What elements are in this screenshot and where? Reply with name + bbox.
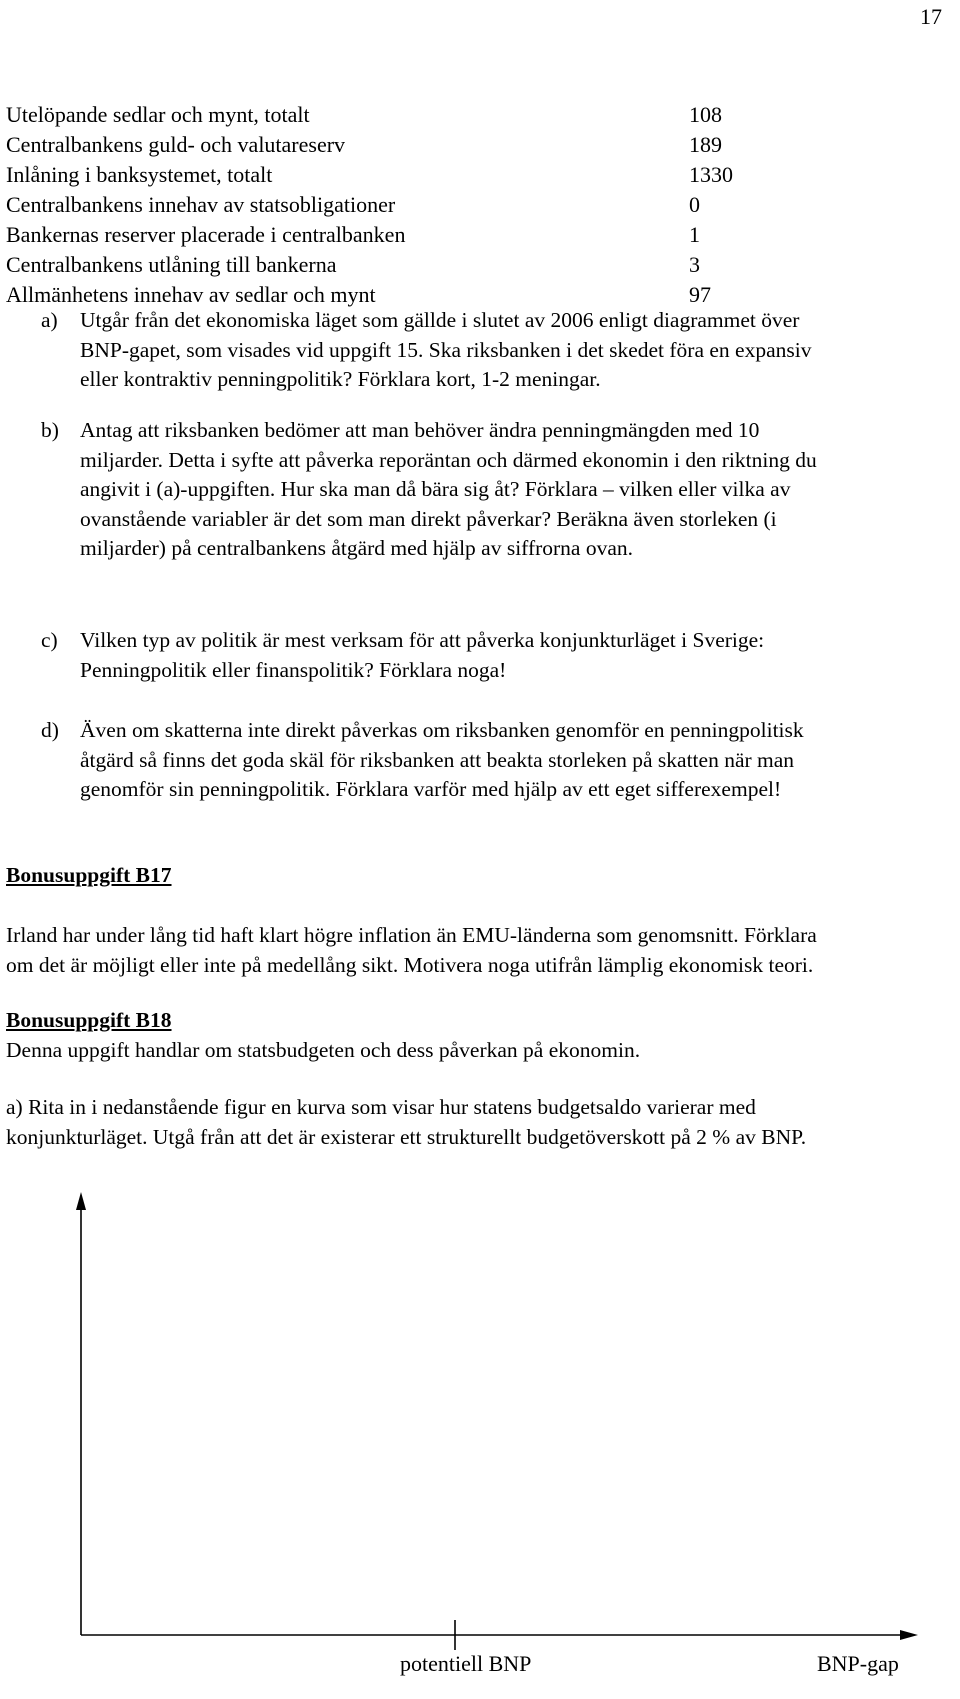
x-axis-label: BNP-gap [817, 1651, 899, 1676]
question-line: åtgärd så finns det goda skäl för riksbanken att beakta storleken på skatten när man [80, 747, 795, 772]
question-letter: a) [41, 308, 58, 332]
page-number: 17 [920, 4, 942, 29]
bonus-b17-line: Irland har under lång tid haft klart högre inflation än EMU-länderna som genomsnitt. Förklara [6, 923, 817, 947]
table-row [6, 100, 746, 130]
table-row [6, 250, 746, 280]
table-row-value: 108 [689, 102, 722, 127]
question-line: angivit i (a)-uppgiften. Hur ska man då bära sig åt? Förklara – vilken eller vilka av [80, 477, 791, 501]
question-b [6, 416, 906, 566]
potential-gdp-label: potentiell BNP [400, 1651, 532, 1676]
bonus-b18-task [6, 1092, 951, 1152]
question-text [80, 716, 910, 805]
table-row-label: Centralbankens utlåning till bankerna [6, 252, 337, 277]
table-row-value: 0 [689, 192, 700, 217]
bonus-b17-heading: Bonusuppgift B17 [6, 863, 172, 887]
question-line: miljarder. Detta i syfte att påverka reporäntan och därmed ekonomin i den riktning du [80, 447, 817, 472]
question-line: Vilken typ av politik är mest verksam för att påverka konjunkturläget i Sverige: [80, 628, 765, 652]
y-axis-arrowhead [76, 1192, 86, 1210]
table-row-label: Centralbankens guld- och valutareserv [6, 132, 346, 157]
bonus-b18-task-line: a) Rita in i nedanstående figur en kurva som visar hur statens budgetsaldo varierar med [6, 1095, 756, 1119]
question-line: Antag att riksbanken bedömer att man behöver ändra penningmängden med 10 [80, 418, 760, 442]
y-axis [76, 1192, 86, 1635]
bonus-b18-intro: Denna uppgift handlar om statsbudgeten och dess påverkan på ekonomin. [6, 1038, 641, 1062]
question-line: Även om skatterna inte direkt påverkas om riksbanken genomför en penningpolitisk [80, 718, 804, 742]
question-letter: c) [41, 628, 58, 652]
table-row-label: Centralbankens innehav av statsobligationer [6, 192, 396, 217]
bonus-b17-line: om det är möjligt eller inte på medellång sikt. Motivera noga utifrån lämplig ekonomisk teori. [6, 953, 814, 977]
table-row-value: 3 [689, 252, 700, 277]
bonus-b18-heading: Bonusuppgift B18 [6, 1008, 172, 1032]
question-line: BNP-gapet, som visades vid uppgift 15. Ska riksbanken i det skedet föra en expansiv [80, 337, 812, 362]
table-row-value: 1 [689, 222, 700, 247]
x-axis [81, 1630, 918, 1640]
table-row-value: 1330 [689, 162, 733, 187]
question-line: eller kontraktiv penningpolitik? Förklara kort, 1-2 meningar. [80, 367, 601, 391]
question-a [6, 306, 906, 396]
question-line: Utgår från det ekonomiska läget som gällde i slutet av 2006 enligt diagrammet över [80, 308, 800, 332]
table-row-value: 189 [689, 132, 722, 157]
table-row-label: Bankernas reserver placerade i centralbanken [6, 222, 406, 247]
question-d [6, 716, 906, 806]
budget-balance-figure [0, 1180, 960, 1680]
question-text [80, 306, 910, 395]
question-line: miljarder) på centralbankens åtgärd med hjälp av siffrorna ovan. [80, 536, 634, 560]
spacer [6, 890, 951, 920]
table-row [6, 160, 746, 190]
bonus-b17 [6, 860, 951, 980]
question-letter: d) [41, 718, 59, 742]
table-row [6, 130, 746, 160]
question-text [80, 416, 910, 564]
money-data-table [6, 100, 746, 310]
table-row-label: Allmänhetens innehav av sedlar och mynt [6, 282, 376, 307]
table-row [6, 190, 746, 220]
bonus-b18-task-line: konjunkturläget. Utgå från att det är existerar ett strukturellt budgetöverskott på 2 % av BNP. [6, 1125, 807, 1149]
question-line: Penningpolitik eller finanspolitik? Förklara noga! [80, 657, 507, 682]
table-row-label: Inlåning i banksystemet, totalt [6, 162, 273, 187]
question-text [80, 626, 910, 685]
question-line: genomför sin penningpolitik. Förklara varför med hjälp av ett eget sifferexempel! [80, 777, 782, 801]
x-axis-arrowhead [900, 1630, 918, 1640]
question-letter: b) [41, 418, 59, 442]
bonus-b18 [6, 1005, 951, 1065]
table-row [6, 220, 746, 250]
question-line: ovanstående variabler är det som man direkt påverkar? Beräkna även storleken (i [80, 506, 777, 531]
question-c [6, 626, 906, 686]
table-row-label: Utelöpande sedlar och mynt, totalt [6, 102, 310, 127]
table-row-value: 97 [689, 282, 711, 307]
